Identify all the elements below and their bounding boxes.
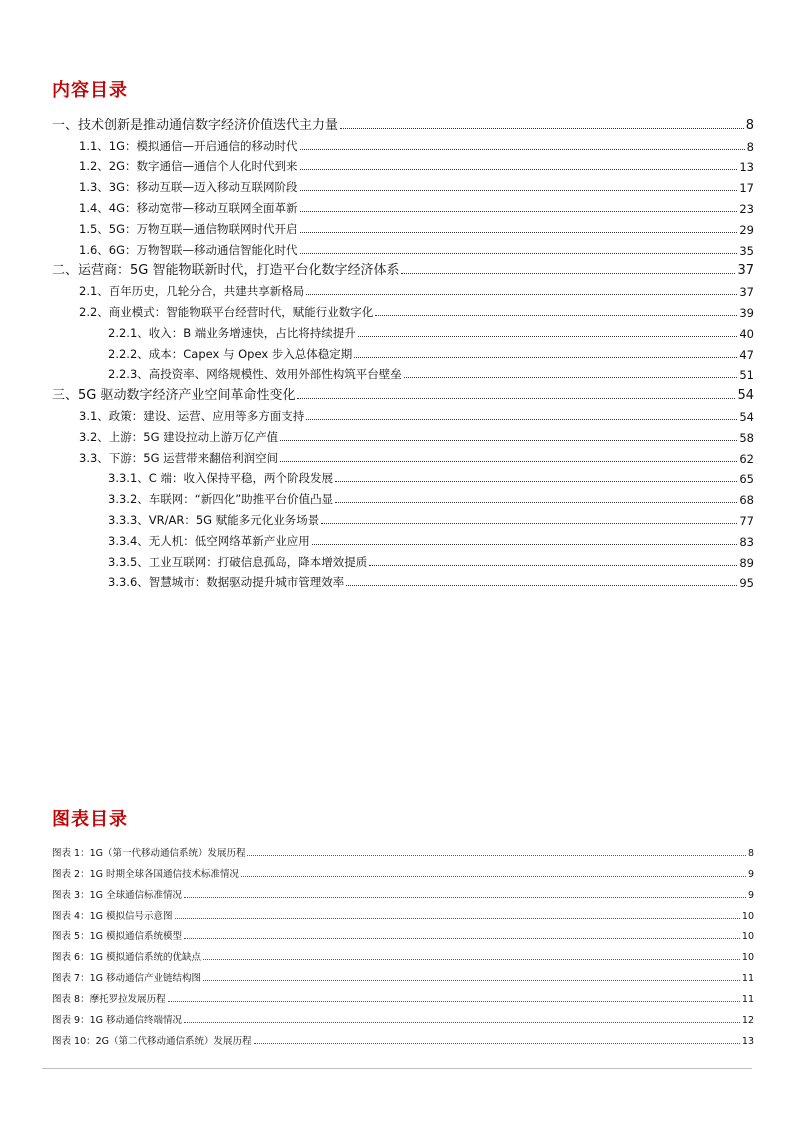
dot-leader [300, 190, 738, 191]
figure-entry-label: 图表 3：1G 全球通信标准情况 [52, 889, 182, 901]
toc-entry-label: 2.2.2、成本：Capex 与 Opex 步入总体稳定期 [108, 346, 353, 361]
dot-leader [321, 523, 737, 524]
toc-entry-label: 1.4、4G：移动宽带—移动互联网全面革新 [79, 200, 298, 215]
toc-entry[interactable] [52, 424, 754, 445]
dot-leader [354, 357, 737, 358]
toc-entry-page-number: 51 [739, 368, 754, 383]
toc-entry-page-number: 8 [746, 139, 754, 154]
figure-entry-page-number: 10 [741, 931, 754, 943]
toc-entry-page-number: 54 [737, 388, 754, 404]
dot-leader [241, 876, 746, 877]
toc-entry-label: 2.1、百年历史，几轮分合，共建共享新格局 [79, 284, 305, 299]
figure-entry-label: 图表 5：1G 模拟通信系统模型 [52, 931, 182, 943]
toc-entry-page-number: 39 [739, 305, 754, 320]
toc-entry-page-number: 47 [739, 347, 754, 362]
toc-entry-page-number: 29 [739, 222, 754, 237]
dot-leader [300, 211, 738, 212]
figure-entry-page-number: 9 [747, 868, 754, 880]
figure-entry-page-number: 9 [747, 889, 754, 901]
toc-entry[interactable] [52, 445, 754, 466]
figure-entry[interactable] [52, 922, 754, 943]
toc-entry-label: 2.2.3、高投资率、网络规模性、效用外部性构筑平台壁垒 [108, 367, 402, 382]
toc-entry-label: 3.1、政策：建设、运营、应用等多方面支持 [79, 408, 305, 423]
figure-entry-page-number: 8 [747, 847, 754, 859]
dot-leader [184, 1022, 740, 1023]
dot-leader [369, 565, 737, 566]
dot-leader [340, 128, 744, 129]
toc-entry-label: 1.6、6G：万物智联—移动通信智能化时代 [79, 242, 298, 257]
dot-leader [306, 294, 737, 295]
dot-leader [280, 461, 737, 462]
dot-leader [404, 377, 738, 378]
dot-leader [247, 855, 745, 856]
toc-entry-page-number: 65 [739, 472, 754, 487]
figure-entry[interactable] [52, 1005, 754, 1026]
figure-entry[interactable] [52, 880, 754, 901]
toc-entry-label: 3.3、下游：5G 运营带来翻倍利润空间 [79, 450, 279, 465]
dot-leader [300, 253, 738, 254]
toc-entry-label: 1.3、3G：移动互联—迈入移动互联网阶段 [79, 180, 298, 195]
toc-entry-label: 3.3.5、工业互联网：打破信息孤岛，降本增效提质 [108, 554, 368, 569]
toc-entry[interactable] [52, 112, 754, 133]
figure-entry-page-number: 10 [741, 910, 754, 922]
figures-list [52, 838, 754, 1047]
dot-leader [401, 273, 735, 274]
toc-entry-page-number: 23 [739, 201, 754, 216]
dot-leader [203, 980, 740, 981]
dot-leader [184, 938, 740, 939]
dot-leader [375, 315, 737, 316]
figure-entry[interactable] [52, 984, 754, 1005]
figure-entry-label: 图表 1：1G（第一代移动通信系统）发展历程 [52, 847, 246, 859]
toc-entry-page-number: 95 [739, 576, 754, 591]
dot-leader [335, 481, 737, 482]
toc-entry-label: 2.2.1、收入：B 端业务增速快，占比将持续提升 [108, 325, 356, 340]
toc-entry-label: 3.2、上游：5G 建设拉动上游万亿产值 [79, 429, 279, 444]
toc-entry-page-number: 8 [745, 117, 754, 133]
toc-entry-page-number: 37 [739, 285, 754, 300]
dot-leader [203, 959, 740, 960]
dot-leader [300, 169, 738, 170]
toc-entry[interactable] [52, 486, 754, 507]
toc-entry[interactable] [52, 382, 754, 403]
toc-entry-page-number: 17 [739, 181, 754, 196]
figure-entry-label: 图表 10：2G（第二代移动通信系统）发展历程 [52, 1035, 252, 1047]
toc-entry-page-number: 54 [739, 409, 754, 424]
figure-entry[interactable] [52, 838, 754, 859]
toc-list [52, 112, 754, 590]
toc-entry-page-number: 37 [737, 263, 754, 279]
toc-entry-label: 3.3.6、智慧城市：数据驱动提升城市管理效率 [108, 575, 345, 590]
toc-entry-label: 三、5G 驱动数字经济产业空间革命性变化 [52, 388, 296, 404]
toc-entry[interactable] [52, 237, 754, 258]
toc-entry-label: 3.3.1、C 端：收入保持平稳，两个阶段发展 [108, 471, 333, 486]
dot-leader [184, 897, 746, 898]
toc-entry-page-number: 89 [739, 555, 754, 570]
dot-leader [312, 544, 738, 545]
toc-entry[interactable] [52, 299, 754, 320]
figure-entry-page-number: 10 [741, 952, 754, 964]
toc-entry-page-number: 40 [739, 326, 754, 341]
figure-entry-page-number: 11 [741, 994, 754, 1006]
figure-entry-label: 图表 4：1G 模拟信号示意图 [52, 910, 173, 922]
figure-entry-label: 图表 8：摩托罗拉发展历程 [52, 994, 166, 1006]
figures-title: 图表目录 [52, 809, 128, 830]
toc-entry-page-number: 62 [739, 451, 754, 466]
figure-entry-page-number: 11 [741, 973, 754, 985]
dot-leader [168, 1001, 740, 1002]
toc-entry-page-number: 77 [739, 513, 754, 528]
toc-entry-label: 3.3.4、无人机：低空网络革新产业应用 [108, 533, 310, 548]
toc-entry[interactable] [52, 258, 754, 279]
toc-entry[interactable] [52, 466, 754, 487]
toc-entry[interactable] [52, 216, 754, 237]
toc-entry-label: 3.3.2、车联网：“新四化”助推平台价值凸显 [108, 492, 334, 507]
toc-entry-label: 1.5、5G：万物互联—通信物联网时代开启 [79, 221, 298, 236]
dot-leader [300, 232, 738, 233]
dot-leader [346, 585, 737, 586]
toc-entry-page-number: 83 [739, 534, 754, 549]
toc-entry-label: 1.1、1G：模拟通信—开启通信的移动时代 [79, 138, 298, 153]
dot-leader [254, 1043, 740, 1044]
dot-leader [175, 918, 740, 919]
figure-entry-page-number: 12 [741, 1015, 754, 1027]
toc-entry[interactable] [52, 133, 754, 154]
toc-entry-page-number: 13 [739, 160, 754, 175]
toc-entry-page-number: 35 [739, 243, 754, 258]
dot-leader [300, 149, 745, 150]
dot-leader [358, 336, 738, 337]
dot-leader [297, 398, 735, 399]
dot-leader [306, 419, 737, 420]
figure-entry[interactable] [52, 942, 754, 963]
toc-entry-label: 3.3.3、VR/AR：5G 赋能多元化业务场景 [108, 512, 320, 527]
figure-entry[interactable] [52, 901, 754, 922]
toc-entry-label: 二、运营商：5G 智能物联新时代，打造平台化数字经济体系 [52, 263, 400, 279]
figure-entry[interactable] [52, 963, 754, 984]
toc-entry[interactable] [52, 278, 754, 299]
toc-entry[interactable] [52, 403, 754, 424]
toc-entry-page-number: 68 [739, 493, 754, 508]
toc-entry-label: 一、技术创新是推动通信数字经济价值迭代主力量 [52, 117, 339, 133]
toc-entry[interactable] [52, 341, 754, 362]
toc-entry[interactable] [52, 154, 754, 175]
toc-entry[interactable] [52, 570, 754, 591]
figure-entry-label: 图表 2：1G 时期全球各国通信技术标准情况 [52, 868, 239, 880]
toc-title: 内容目录 [52, 80, 128, 101]
footer-divider [42, 1068, 752, 1069]
dot-leader [335, 502, 737, 503]
figure-entry-label: 图表 9：1G 移动通信终端情况 [52, 1015, 182, 1027]
figure-entry-label: 图表 7：1G 移动通信产业链结构图 [52, 973, 201, 985]
figure-entry[interactable] [52, 859, 754, 880]
toc-entry[interactable] [52, 507, 754, 528]
toc-entry[interactable] [52, 195, 754, 216]
toc-entry[interactable] [52, 362, 754, 383]
dot-leader [280, 440, 737, 441]
toc-entry-page-number: 58 [739, 430, 754, 445]
figure-entry-label: 图表 6：1G 模拟通信系统的优缺点 [52, 952, 201, 964]
toc-entry-label: 2.2、商业模式：智能物联平台经营时代，赋能行业数字化 [79, 304, 374, 319]
toc-entry[interactable] [52, 320, 754, 341]
toc-entry[interactable] [52, 549, 754, 570]
figure-entry-page-number: 13 [741, 1035, 754, 1047]
figure-entry[interactable] [52, 1026, 754, 1047]
toc-entry-label: 1.2、2G：数字通信—通信个人化时代到来 [79, 159, 298, 174]
toc-entry[interactable] [52, 174, 754, 195]
toc-entry[interactable] [52, 528, 754, 549]
